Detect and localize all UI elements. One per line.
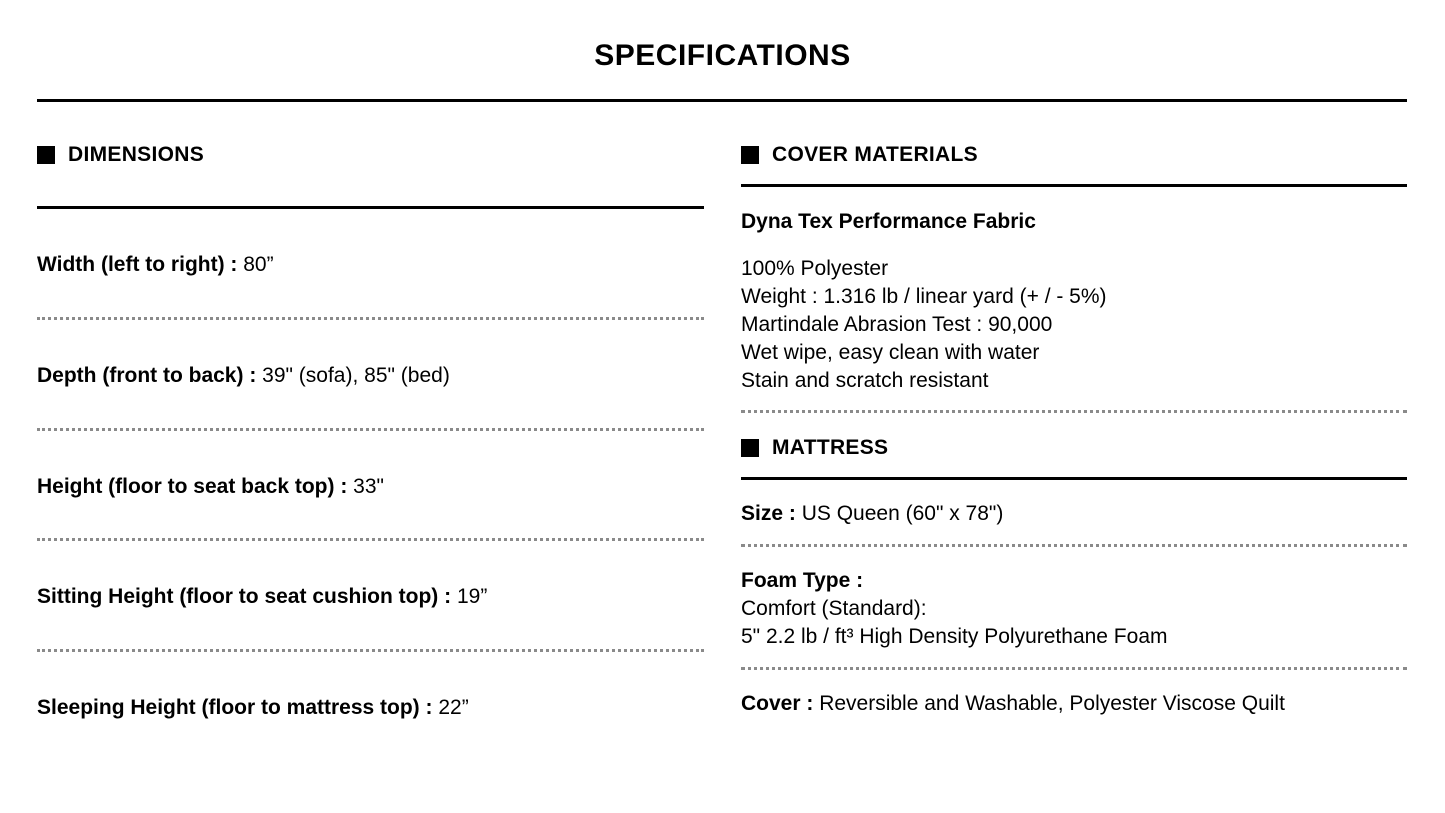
mattress-heading: [741, 434, 888, 462]
spec-depth: [37, 362, 450, 390]
spec-sitting-height-value: 19”: [451, 585, 488, 608]
fabric-detail: Wet wipe, easy clean with water: [741, 341, 1040, 364]
page-title: SPECIFICATIONS: [594, 39, 851, 72]
title-divider: [37, 99, 1407, 102]
cover-materials-heading-text: COVER MATERIALS: [772, 143, 978, 166]
spec-width: [37, 251, 274, 279]
cover-materials-divider: [741, 184, 1407, 187]
mattress-size-value: US Queen (60" x 78"): [795, 502, 1004, 525]
fabric-detail: Weight : 1.316 lb / linear yard (+ / - 5%): [741, 285, 1107, 308]
dotted-divider: [741, 410, 1407, 413]
spec-width-label: Width (left to right) :: [37, 253, 238, 276]
dimensions-divider: [37, 206, 704, 209]
spec-sitting-height: [37, 583, 487, 611]
dotted-divider: [741, 667, 1407, 670]
foam-type-label: Foam Type :: [741, 569, 864, 592]
mattress-cover-label: Cover :: [741, 692, 814, 715]
fabric-detail: Stain and scratch resistant: [741, 369, 989, 392]
fabric-detail: 100% Polyester: [741, 257, 889, 280]
dimensions-heading-text: DIMENSIONS: [68, 143, 205, 166]
foam-type-line: 5" 2.2 lb / ft³ High Density Polyurethane Foam: [741, 625, 1168, 648]
foam-type-line: Comfort (Standard):: [741, 597, 927, 620]
spec-height-label: Height (floor to seat back top) :: [37, 475, 348, 498]
mattress-size: [741, 500, 1003, 528]
dotted-divider: [37, 538, 704, 541]
dotted-divider: [37, 317, 704, 320]
fabric-name: Dyna Tex Performance Fabric: [741, 210, 1036, 233]
mattress-cover: [741, 690, 1285, 718]
square-bullet-icon: [741, 439, 759, 457]
mattress-heading-text: MATTRESS: [772, 436, 889, 459]
dotted-divider: [741, 544, 1407, 547]
spec-width-value: 80”: [237, 253, 274, 276]
spec-sleeping-height: [37, 694, 469, 722]
mattress-cover-value: Reversible and Washable, Polyester Viscose Quilt: [813, 692, 1285, 715]
dimensions-heading: [37, 141, 204, 169]
spec-height-value: 33": [347, 475, 384, 498]
square-bullet-icon: [37, 146, 55, 164]
mattress-divider: [741, 477, 1407, 480]
spec-depth-value: 39" (sofa), 85" (bed): [256, 364, 450, 387]
spec-sleeping-height-value: 22”: [432, 696, 469, 719]
spec-depth-label: Depth (front to back) :: [37, 364, 257, 387]
square-bullet-icon: [741, 146, 759, 164]
cover-materials-heading: [741, 141, 978, 169]
spec-sitting-height-label: Sitting Height (floor to seat cushion top) :: [37, 585, 452, 608]
fabric-detail: Martindale Abrasion Test : 90,000: [741, 313, 1053, 336]
mattress-size-label: Size :: [741, 502, 796, 525]
spec-height: [37, 473, 384, 501]
spec-sleeping-height-label: Sleeping Height (floor to mattress top) :: [37, 696, 433, 719]
dotted-divider: [37, 649, 704, 652]
dotted-divider: [37, 428, 704, 431]
